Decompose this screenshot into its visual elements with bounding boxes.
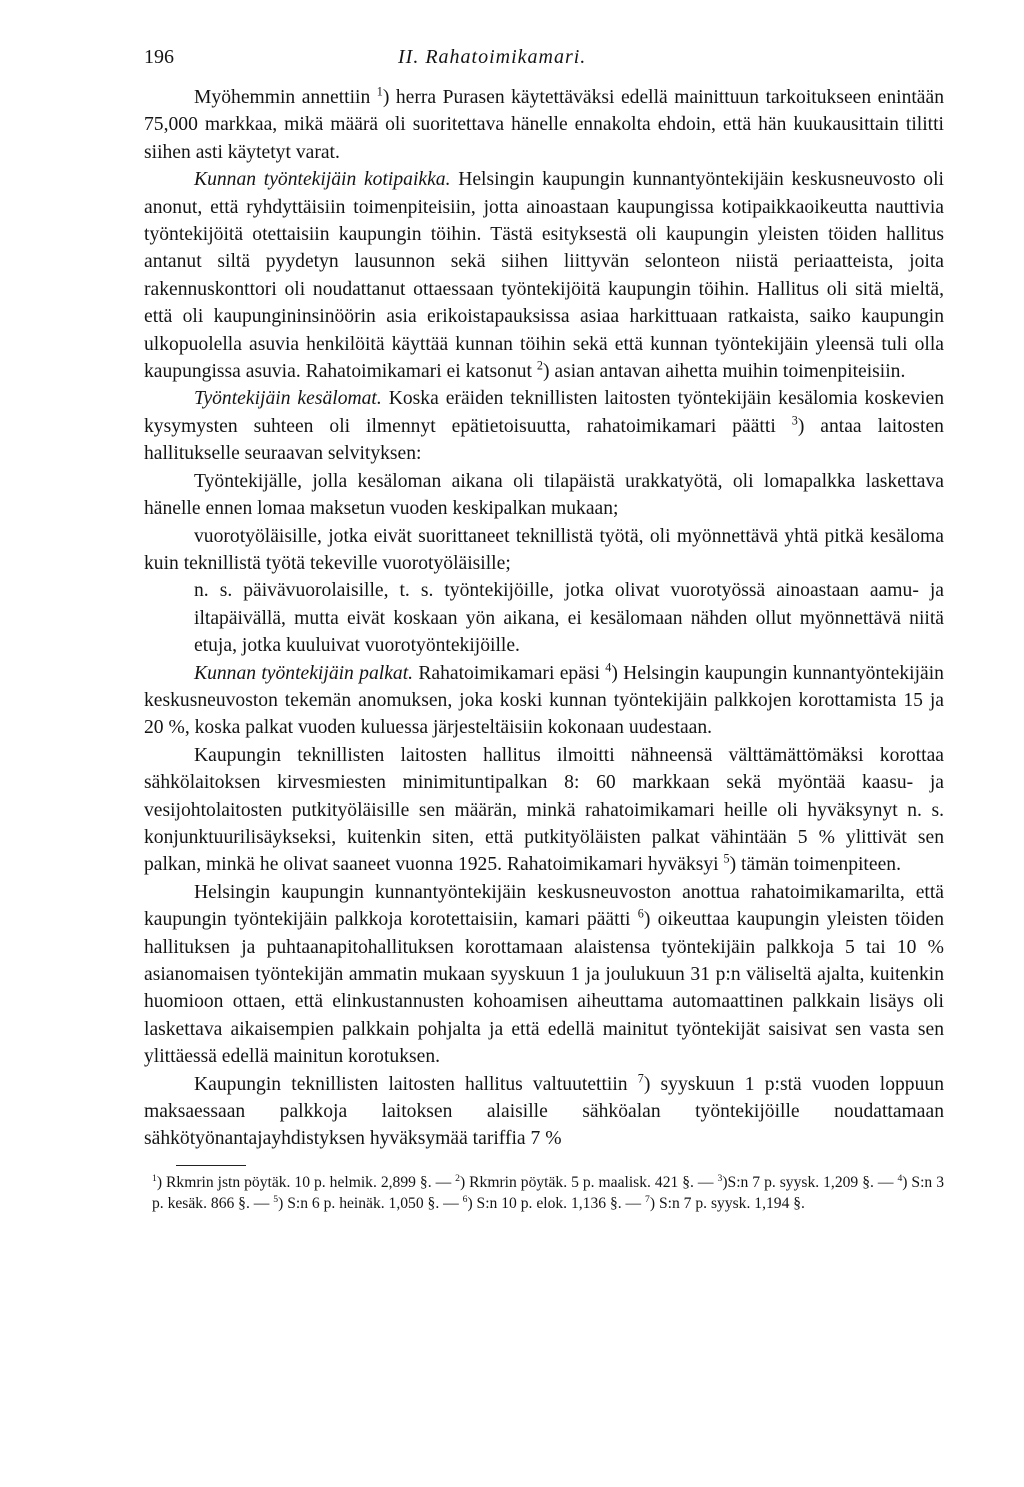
running-header [144, 40, 944, 74]
text-run: ) Rkmrin pöytäk. 5 p. maalisk. 421 §. — [459, 1173, 718, 1191]
paragraph [144, 742, 944, 879]
footnote-ref: 7 [645, 1193, 650, 1205]
footnote-ref: 6 [637, 906, 644, 921]
running-title: II. Rahatoimikamari. [398, 46, 587, 68]
paragraph [144, 879, 944, 1071]
footnote-divider [176, 1165, 246, 1166]
footnote-ref: 5 [723, 851, 730, 866]
text-run: Kaupungin teknillisten laitosten hallitus ilmoitti nähneensä välttämättömäksi korottaa sähkölaitoksen kirvesmiesten minimituntipalkan 8: 60 markkaan sekä myöntää kaasu- ja vesijohtolaitosten putkityöläisille sen määrän, minkä rahatoimikamari heille oli hyväksynyt n. s. konjunktuurilisäykseksi, kuitenkin siten, että putkityöläisten palkat vähintään 5 % ylittivät sen palkan, minkä he olivat saaneet vuonna 1925. Rahatoimikamari hyväksyi [144, 744, 944, 876]
paragraph [144, 1071, 944, 1153]
text-run: ) Helsingin kaupungin kunnantyöntekijäin keskusneuvoston tekemän anomuksen, joka koski kunnan työntekijäin palkkojen korottamista 15 ja 20 %, koska palkat vuoden kuluessa järjesteltäisiin kokonaan uudestaan. [144, 662, 944, 739]
text-run: ) asian antavan aihetta muihin toimenpiteisiin. [542, 361, 906, 383]
footnote-ref: 4 [605, 660, 612, 674]
paragraph [144, 660, 944, 742]
footnote-ref: 6 [462, 1193, 468, 1205]
paragraph [144, 84, 944, 166]
text-run: )S:n 7 p. syysk. 1,209 §. — [722, 1173, 898, 1191]
text-run: n. s. päivävuorolaisille, t. s. työntekijöille, jotka olivat vuorotyössä ainoastaan aamu- ja iltapäivällä, mutta eivät koskaan yön aikana, ei kesälomaan nähden ollut myönnettävä niitä etuja, jotka kuuluivat vuorotyöntekijöille. [194, 580, 944, 657]
text-run: Työntekijälle, jolla kesäloman aikana oli tilapäistä urakkatyötä, oli lomapalkka laskettava hänelle ennen lomaa maksetun vuoden keskipalkan mukaan; [144, 470, 944, 520]
paragraph [144, 468, 944, 523]
footnote-ref: 7 [637, 1071, 644, 1086]
footnote-ref: 1 [376, 84, 383, 99]
footnote-ref: 5 [273, 1193, 279, 1205]
text-run: ) tämän toimenpiteen. [729, 854, 901, 876]
text-run: vuorotyöläisille, jotka eivät suorittaneet teknillistä työtä, oli myönnettävä yhtä pitkä kesäloma kuin teknillistä työtä tekeville vuorotyöläisille; [144, 525, 944, 574]
footnote-ref: 3 [717, 1172, 723, 1184]
footnote-ref: 2 [455, 1172, 460, 1184]
section-heading: Kunnan työntekijäin palkat. [194, 662, 414, 684]
paragraph [144, 523, 944, 578]
text-run: ) oikeuttaa kaupungin yleisten töiden hallituksen ja puhtaanapitohallituksen korottamaan alaistensa työntekijäin palkkoja 5 tai 10 % asianomaisen työntekijän ammatin mukaan syyskuun 1 ja joulukuun 31 p:n väliseltä ajalta, kuitenkin huomioon ottaen, että elinkustannusten kohoamisen aiheuttama automaattinen palkkain lisäys oli laskettava aikaisempien palkkain pohjalta ja että edellä mainitut työntekijät saisivat sen vasta sen ylittäessä edellä mainitun korotuksen. [144, 909, 944, 1068]
paragraph [144, 577, 944, 659]
text-run: ) syyskuun 1 p:stä vuoden loppuun maksaessaan palkkoja laitoksen alaisille sähköalan työntekijöille noudattamaan sähkötyönantajayhdistyksen hyväksymää tariffia 7 % [144, 1073, 944, 1150]
page-number: 196 [144, 46, 174, 68]
section-heading: Työntekijäin kesälomat. [194, 388, 382, 410]
footnote-ref: 4 [897, 1172, 903, 1184]
text-run: ) Rkmrin jstn pöytäk. 10 p. helmik. 2,899 §. — [156, 1173, 456, 1191]
text-run: Helsingin kaupungin kunnantyöntekijäin keskusneuvosto oli anonut, että ryhdyttäisiin toimenpiteisiin, jotta ainoastaan kaupungissa kotipaikkaoikeutta nauttivia työntekijöitä otettaisiin kaupungin töihin. Tästä esityksestä oli kaupungin yleisten töiden hallitus antanut siltä pyydetyn lausunnon sekä siihen liittyvän selonteon niistä periaatteista, joita rakennuskonttori oli noudattanut ottaessaan työntekijöitä kaupungin töihin. Hallitus oli sitä mieltä, että oli kaupungininsinöörin asia erikoistapauksissa asiaa harkittuaan ratkaista, saiko kaupungin ulkopuolella asuvia henkilöitä käyttää kunnan töihin sekä että kunnan työntekijäin yleensä tuli olla kaupungissa asuvia. Rahatoimikamari ei katsonut [144, 169, 944, 383]
text-run: Myöhemmin annettiin [194, 87, 377, 108]
text-run: Rahatoimikamari epäsi [413, 662, 606, 684]
section-heading: Kunnan työntekijäin kotipaikka. [194, 169, 451, 191]
footnote-ref: 1 [152, 1172, 157, 1184]
text-run: ) antaa laitosten hallitukselle seuraavan selvityksen: [144, 415, 944, 465]
text-run: ) S:n 3 p. kesäk. 866 §. — [152, 1173, 945, 1212]
text-run: ) S:n 7 p. syysk. 1,194 §. [649, 1194, 805, 1212]
footnote [152, 1172, 944, 1214]
body-text [144, 84, 944, 1153]
footnote-ref: 2 [536, 358, 543, 373]
paragraph [144, 385, 944, 467]
text-run: ) herra Purasen käytettäväksi edellä mainittuun tarkoitukseen enintään 75,000 markkaa, mikä määrä oli suoritettava hänelle ennakolta ehdoin, että hän kuukausittain tilitti siihen asti käytetyt varat. [144, 87, 944, 163]
footnote-ref: 3 [791, 413, 798, 428]
text-run: Koska eräiden teknillisten laitosten työntekijäin kesälomia koskevien kysymysten suhteen oli ilmennyt epätietoisuutta, rahatoimikamari päätti [144, 388, 944, 437]
paragraph [144, 166, 944, 385]
text-run: Helsingin kaupungin kunnantyöntekijäin keskusneuvoston anottua rahatoimikamarilta, että kaupungin työntekijäin palkkoja korotettaisiin, kamari päätti [144, 881, 944, 931]
text-run: ) S:n 10 p. elok. 1,136 §. — [467, 1194, 646, 1212]
text-run: Kaupungin teknillisten laitosten hallitus valtuutettiin [194, 1073, 638, 1095]
text-run: ) S:n 6 p. heinäk. 1,050 §. — [278, 1194, 463, 1212]
footnotes [144, 1172, 944, 1214]
